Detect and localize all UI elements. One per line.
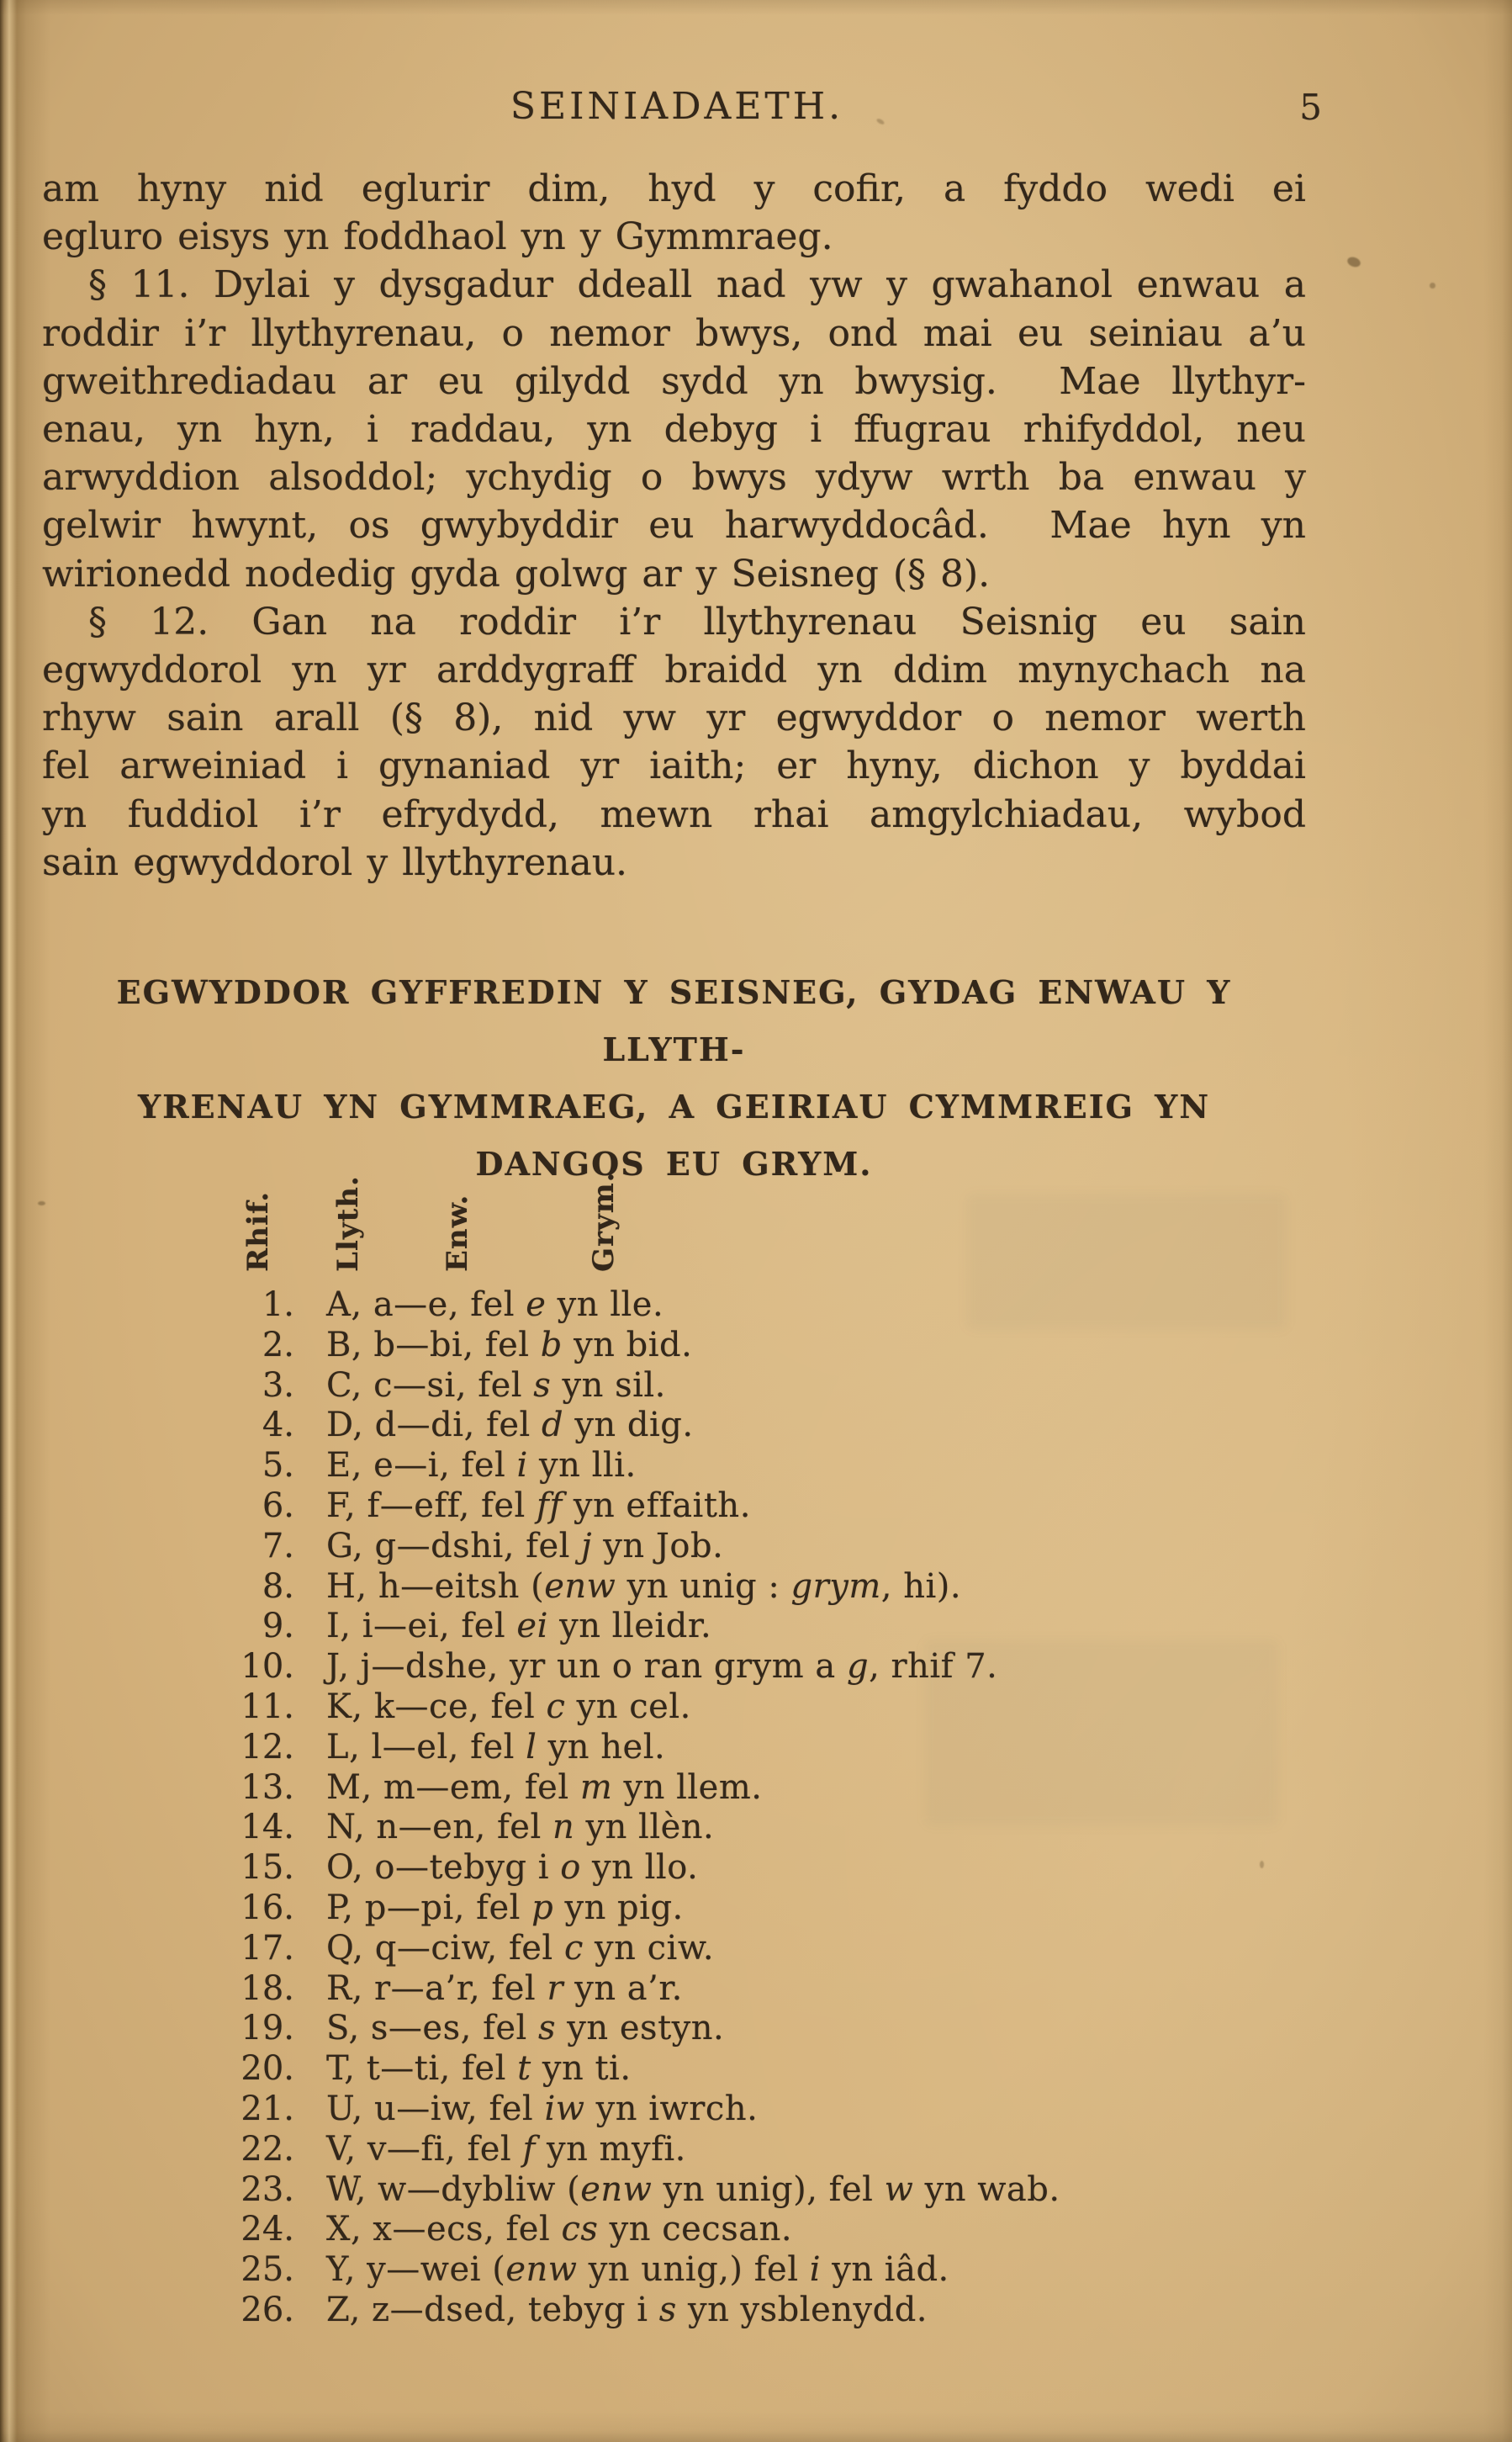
row-text-plain: V, v—fi, fel (326, 2129, 523, 2169)
row-text (326, 2250, 949, 2291)
row-number: 19. (241, 2009, 294, 2048)
row-text-plain: yn wab. (913, 2169, 1060, 2209)
row-number: 10. (241, 1647, 294, 1687)
row-text-plain: yn cecsan. (598, 2210, 793, 2249)
row-text-plain: R, r—a’r, fel (326, 1968, 547, 2008)
table-row-24 (0, 2210, 1512, 2250)
row-text (326, 2049, 632, 2090)
row-text-plain: yn sil. (551, 1365, 666, 1405)
row-text-plain: M, m—em, fel (326, 1767, 580, 1807)
row-text-plain: yn hel. (537, 1727, 666, 1767)
row-text-plain: yn lli. (527, 1446, 637, 1486)
row-text-plain: , hi). (880, 1566, 962, 1606)
table-row-8 (0, 1567, 1512, 1608)
body-line-p2-5: arwyddion alsoddol; ychydig o bwys ydyw wrth ba enwau y (42, 456, 1306, 500)
table-row-26 (0, 2291, 1512, 2331)
row-text-italic: p (531, 1888, 554, 1927)
row-number: 24. (241, 2210, 294, 2249)
ink-speck (1346, 256, 1362, 269)
body-line-p3-1: § 12. Gan na roddir i’r llythyrenau Seisnig eu sain (88, 600, 1306, 644)
row-text-plain: Q, q—ciw, fel (326, 1928, 564, 1968)
ink-speck (1260, 1861, 1264, 1868)
row-number: 13. (241, 1767, 294, 1807)
row-number: 18. (241, 1968, 294, 2008)
row-text-plain: X, x—ecs, fel (326, 2210, 562, 2249)
row-text-plain: P, p—pi, fel (326, 1888, 532, 1927)
body-line-p2-2: roddir i’r llythyrenau, o nemor bwys, ond mai eu seiniau a’u (42, 311, 1306, 355)
table-row-6 (0, 1486, 1512, 1527)
row-text-italic: ff (537, 1486, 563, 1525)
row-text-italic: r (547, 1968, 563, 2008)
row-number: 25. (241, 2250, 294, 2290)
row-text-plain: yn myfi. (535, 2129, 686, 2169)
row-text-plain: U, u—iw, fel (326, 2089, 545, 2128)
row-text-plain: I, i—ei, fel (326, 1607, 517, 1646)
row-text-italic: i (516, 1446, 528, 1486)
row-text (326, 2009, 724, 2049)
body-line-p2-3: gweithrediadau ar eu gilydd sydd yn bwysig. Mae llythyr- (42, 359, 1306, 403)
row-text-plain: yn ysblenydd. (676, 2290, 928, 2329)
row-text-plain: F, f—eff, fel (326, 1486, 537, 1525)
row-text-italic: f (522, 2129, 536, 2169)
row-text-plain: S, s—es, fel (326, 2009, 539, 2048)
row-text-plain: yn a’r. (563, 1968, 683, 2008)
row-text-plain: yn unig), fel (652, 2169, 885, 2209)
row-number: 9. (262, 1607, 294, 1646)
row-number: 1. (262, 1285, 294, 1324)
row-text-italic: w (884, 2169, 914, 2209)
body-line-p3-4: fel arweiniad i gynaniad yr iaith; er hyny, dichon y byddai (42, 744, 1306, 788)
row-number: 26. (241, 2290, 294, 2329)
row-text-plain: O, o—tebyg i (326, 1848, 561, 1888)
row-text-plain: yn effaith. (562, 1486, 751, 1525)
row-text-italic: s (533, 1365, 552, 1405)
table-row-2 (0, 1326, 1512, 1366)
row-text-italic: c (563, 1928, 584, 1968)
row-text-plain: yn dig. (563, 1406, 694, 1445)
row-text-italic: j (581, 1526, 593, 1565)
row-text-plain: Z, z—dsed, tebyg i (326, 2290, 659, 2329)
row-number: 4. (262, 1406, 294, 1445)
body-line-p2-6: gelwir hwynt, os gwybyddir eu harwyddocâd. Mae hyn yn (42, 504, 1306, 548)
body-line-p1-1: am hyny nid eglurir dim, hyd y cofir, a fyddo wedi ei (42, 167, 1306, 210)
row-text (326, 1285, 663, 1326)
ink-speck (38, 1201, 45, 1205)
show-through-ghost (967, 1195, 1287, 1329)
row-text-plain: G, g—dshi, fel (326, 1526, 582, 1565)
table-row-18 (0, 1969, 1512, 2010)
row-text-plain: T, t—ti, fel (326, 2049, 518, 2089)
row-text (326, 1486, 751, 1527)
row-text-plain: J, j—dshe, yr un o ran grym a (326, 1647, 847, 1687)
row-text-italic: d (542, 1406, 564, 1445)
table-row-21 (0, 2090, 1512, 2130)
column-header-llyth: Llyth. (331, 1175, 365, 1272)
row-text-italic: e (526, 1285, 547, 1324)
table-row-17 (0, 1929, 1512, 1969)
row-text (326, 1969, 683, 2010)
row-text (326, 1687, 691, 1728)
row-text-italic: i (809, 2250, 822, 2290)
row-text-plain: A, a—e, fel (326, 1285, 526, 1324)
row-text (326, 1768, 762, 1809)
section-heading-line-3: DANGOS EU GRYM. (475, 1145, 873, 1183)
row-text (326, 2170, 1060, 2211)
table-row-7 (0, 1527, 1512, 1567)
row-text-italic: m (579, 1767, 613, 1807)
row-text (326, 1366, 666, 1406)
row-text-plain: yn Job. (592, 1526, 724, 1565)
row-text (326, 1446, 637, 1486)
table-row-25 (0, 2250, 1512, 2291)
row-text (326, 1848, 698, 1888)
row-text-plain: yn llo. (580, 1848, 699, 1888)
row-text-plain: yn cel. (565, 1687, 691, 1726)
body-line-p3-2: egwyddorol yn yr arddygraff braidd yn ddim mynychach na (42, 649, 1306, 692)
row-number: 14. (241, 1808, 294, 1847)
section-heading (42, 964, 1306, 1193)
table-row-13 (0, 1768, 1512, 1809)
table-row-10 (0, 1647, 1512, 1687)
alphabet-table (0, 1285, 1512, 2331)
table-row-19 (0, 2009, 1512, 2049)
row-text-plain: yn lleidr. (547, 1607, 712, 1646)
table-row-14 (0, 1808, 1512, 1848)
column-header-rhif: Rhif. (241, 1190, 275, 1272)
row-number: 22. (241, 2129, 294, 2169)
row-number: 11. (241, 1687, 294, 1726)
row-text-plain: yn bid. (562, 1325, 693, 1364)
body-line-p3-6: sain egwyddorol y llythyrenau. (42, 840, 628, 884)
row-text-plain: yn lle. (546, 1285, 664, 1324)
row-text (326, 2130, 686, 2170)
body-line-p3-5: yn fuddiol i’r efrydydd, mewn rhai amgylchiadau, wybod (42, 792, 1306, 836)
row-text-italic: grym (790, 1566, 881, 1606)
table-row-16 (0, 1888, 1512, 1929)
row-text (326, 2291, 928, 2331)
page-number: 5 (1299, 87, 1322, 128)
table-row-20 (0, 2049, 1512, 2090)
row-number: 17. (241, 1928, 294, 1968)
row-number: 21. (241, 2089, 294, 2128)
row-number: 16. (241, 1888, 294, 1927)
row-text (326, 1326, 692, 1366)
row-text (326, 1607, 711, 1647)
row-text-plain: D, d—di, fel (326, 1406, 542, 1445)
row-text-italic: n (552, 1808, 575, 1847)
row-text (326, 1567, 961, 1608)
column-header-enw: Enw. (441, 1194, 474, 1272)
table-row-22 (0, 2130, 1512, 2170)
row-text (326, 2210, 792, 2250)
row-text (326, 1406, 694, 1446)
row-text-plain: yn pig. (553, 1888, 684, 1927)
column-header-grym: Grym. (587, 1171, 621, 1272)
row-text-plain: yn llèn. (574, 1808, 715, 1847)
row-text-italic: s (538, 2009, 557, 2048)
running-title: SEINIADAETH. (510, 85, 844, 128)
row-text-plain: B, b—bi, fel (326, 1325, 541, 1364)
row-text-plain: C, c—si, fel (326, 1365, 534, 1405)
table-row-12 (0, 1728, 1512, 1768)
row-text-italic: ei (516, 1607, 548, 1646)
row-text-italic: enw (580, 2169, 653, 2209)
section-heading-line-2: YRENAU YN GYMMRAEG, A GEIRIAU CYMMREIG YN (137, 1088, 1211, 1126)
row-text-plain: N, n—en, fel (326, 1808, 552, 1847)
row-number: 5. (262, 1446, 294, 1486)
row-text-italic: enw (505, 2250, 578, 2290)
row-text-plain: H, h—eitsh ( (326, 1566, 545, 1606)
row-text-plain: , rhif 7. (869, 1647, 998, 1687)
show-through-ghost (925, 1640, 1278, 1825)
table-row-9 (0, 1607, 1512, 1647)
row-text-plain: Y, y—wei ( (326, 2250, 506, 2290)
row-text-plain: yn ti. (531, 2049, 632, 2089)
table-row-11 (0, 1687, 1512, 1728)
row-text (326, 2090, 758, 2130)
table-row-3 (0, 1366, 1512, 1406)
row-text-italic: c (546, 1687, 566, 1726)
row-text-italic: cs (561, 2210, 599, 2249)
row-text-italic: enw (544, 1566, 616, 1606)
table-row-23 (0, 2170, 1512, 2211)
row-number: 23. (241, 2169, 294, 2209)
body-line-p3-3: rhyw sain arall (§ 8), nid yw yr egwyddor o nemor werth (42, 697, 1306, 740)
ink-speck (1430, 283, 1435, 289)
row-text (326, 1647, 997, 1687)
row-number: 3. (262, 1365, 294, 1405)
body-line-p2-1: § 11. Dylai y dysgadur ddeall nad yw y gwahanol enwau a (88, 263, 1306, 307)
row-number: 20. (241, 2049, 294, 2089)
row-text (326, 1929, 714, 1969)
row-text-italic: o (560, 1848, 581, 1888)
table-row-4 (0, 1406, 1512, 1446)
row-number: 7. (262, 1526, 294, 1565)
row-text (326, 1808, 714, 1848)
row-text (326, 1888, 684, 1929)
row-number: 2. (262, 1325, 294, 1364)
row-text-plain: yn unig,) fel (577, 2250, 810, 2290)
row-text-plain: yn ciw. (583, 1928, 715, 1968)
row-text-plain: E, e—i, fel (326, 1446, 517, 1486)
row-text-italic: l (526, 1727, 537, 1767)
row-text-plain: K, k—ce, fel (326, 1687, 547, 1726)
row-number: 8. (262, 1566, 294, 1606)
row-number: 6. (262, 1486, 294, 1525)
row-text-italic: s (658, 2290, 677, 2329)
row-text-plain: yn iwrch. (584, 2089, 759, 2128)
table-row-5 (0, 1446, 1512, 1486)
row-text-italic: b (540, 1325, 563, 1364)
table-row-15 (0, 1848, 1512, 1888)
row-text-plain: yn iâd. (821, 2250, 949, 2290)
row-text (326, 1728, 665, 1768)
row-text (326, 1527, 723, 1567)
body-line-p2-4: enau, yn hyn, i raddau, yn debyg i ffugrau rhifyddol, neu (42, 408, 1306, 452)
row-text-plain: yn estyn. (556, 2009, 725, 2048)
row-number: 12. (241, 1727, 294, 1767)
body-line-p2-7: wirionedd nodedig gyda golwg ar y Seisneg (§ 8). (42, 552, 991, 596)
row-text-plain: W, w—dybliw ( (326, 2169, 581, 2209)
row-text-italic: t (517, 2049, 531, 2089)
row-text-italic: g (846, 1647, 870, 1687)
section-heading-line-1: EGWYDDOR GYFFREDIN Y SEISNEG, GYDAG ENWAU Y LLYTH- (116, 973, 1232, 1068)
body-text (42, 165, 1306, 887)
body-line-p1-2: egluro eisys yn foddhaol yn y Gymmraeg. (42, 215, 833, 259)
row-text-italic: iw (544, 2089, 585, 2128)
row-text-plain: yn unig : (616, 1566, 791, 1606)
row-text-plain: L, l—el, fel (326, 1727, 526, 1767)
row-text-plain: yn llem. (612, 1767, 763, 1807)
row-number: 15. (241, 1848, 294, 1888)
